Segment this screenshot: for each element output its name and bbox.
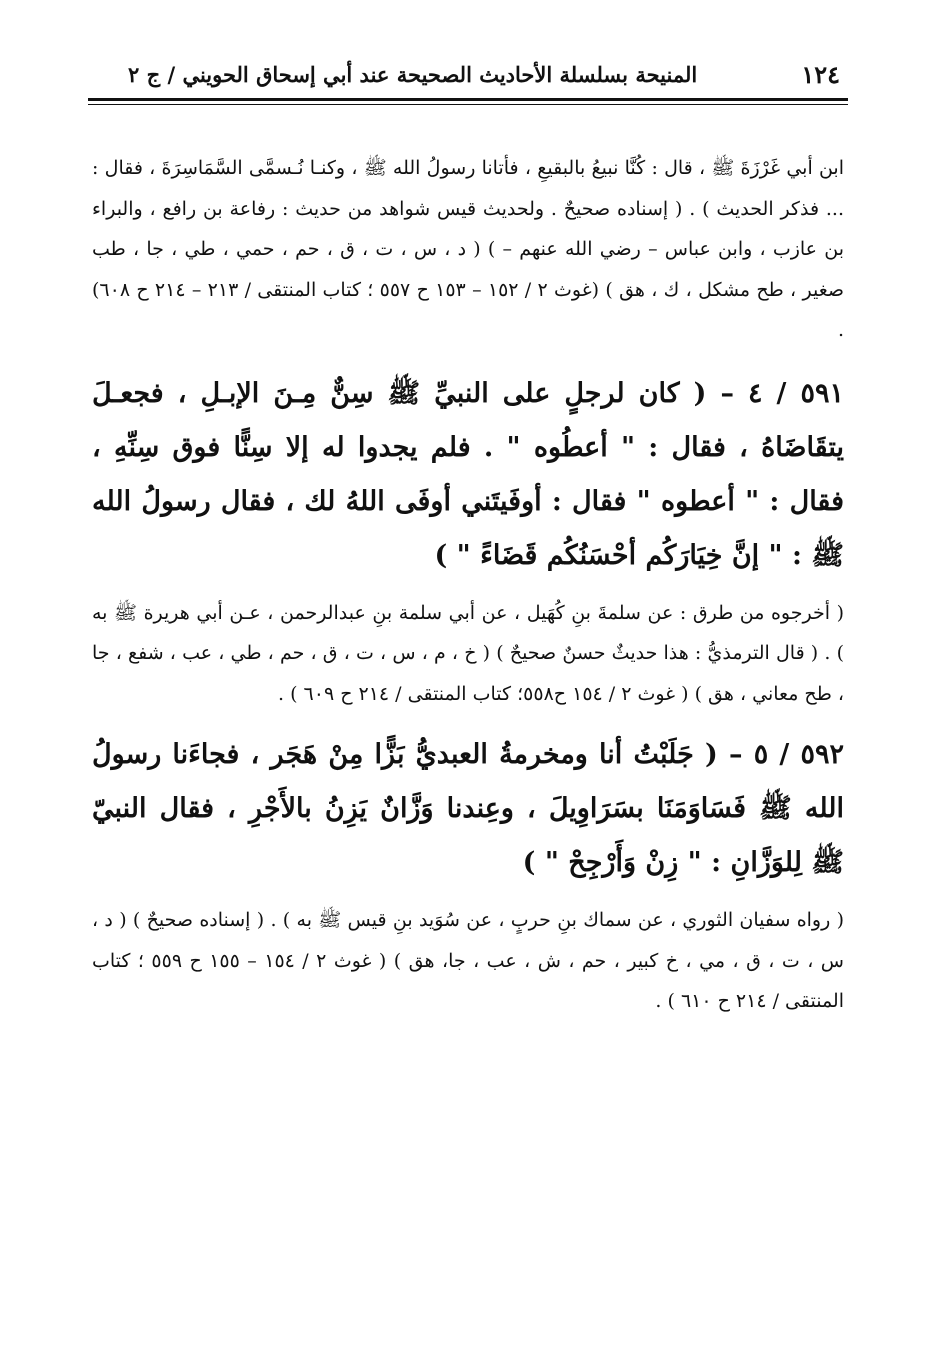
hadith-text: ( كان لرجلٍ على النبيِّ ﷺ سِنٌّ مِـنَ الإبـلِ ، فجعـلَ يتقَاضَاهُ ، فقال : " أعطُوه " . فلم يجدوا له إلا سِنًّا فوق سِنِّهِ ، فقال : " أعطوه " فقال : أوفَيتَني أوفَى اللهُ لك ، فقال رسولُ الله ﷺ : " إنَّ خِيَارَكُم أحْسَنُكُم قَضَاءً " ) — [92, 377, 844, 571]
spacer — [92, 583, 844, 593]
hadith-592 — [92, 728, 844, 890]
spacer — [92, 714, 844, 728]
running-header — [88, 56, 848, 96]
footnote-paragraph-1: ابن أبي غَرْزَةَ ﷺ ، قال : كُنَّا نبيعُ بالبقيعِ ، فأتانا رسولُ الله ﷺ ، وكنـا نُـسمَّى السَّمَاسِرَةَ ، فقال : ... فذكر الحديث ) . ( إسناده صحيحٌ . ولحديث قيس شواهد من حديث : رفاعة بن رافع ، والبراء بن عازب ، وابن عباس – رضي الله عنهم – ) ( د ، س ، ت ، ق ، حم ، حمي ، طي ، جا ، طب صغير ، طح مشكل ، ك ، هق ) (غوث ٢ / ١٥٢ – ١٥٣ ح ٥٥٧ ؛ كتاب المنتقى / ٢١٣ – ٢١٤ ح ٦٠٨) . — [92, 157, 845, 341]
header-rule-thick — [88, 98, 848, 101]
header-rule-thin — [88, 104, 848, 105]
page-body — [92, 148, 844, 1022]
hadith-591 — [92, 367, 844, 583]
hadith-number: ٥٩٢ / ٥ – — [728, 739, 845, 770]
page-number: ١٢٤ — [801, 60, 840, 89]
header-title: المنيحة بسلسلة الأحاديث الصحيحة عند أبي إسحاق الحويني / ج ٢ — [128, 62, 698, 87]
hadith-number: ٥٩١ / ٤ – — [720, 377, 844, 409]
footnote-paragraph-3: ( رواه سفيان الثوري ، عن سماك بنِ حربٍ ، عن سُوَيد بنِ قيس ﷺ به ) . ( إسناده صحيحٌ ) ( د ، س ، ت ، ق ، مي ، خ كبير ، حم ، ش ، عب ، جا، هق ) ( غوث ٢ / ١٥٤ – ١٥٥ ح ٥٥٩ ؛ كتاب المنتقى / ٢١٤ ح ٦١٠ ) . — [92, 909, 845, 1012]
footnote-paragraph-2: ( أخرجوه من طرق : عن سلمةَ بنِ كُهَيل ، عن أبي سلمة بنِ عبدالرحمن ، عـن أبي هريرة ﷺ به ) . ( قال الترمذيُّ : هذا حديثٌ حسنٌ صحيحٌ ) ( خ ، م ، س ، ت ، ق ، حم ، طي ، عب ، شفع ، جا ، طح معاني ، هق ) ( غوث ٢ / ١٥٤ ح٥٥٨؛ كتاب المنتقى / ٢١٤ ح ٦٠٩ ) . — [92, 601, 844, 705]
hadith-text: ( جَلَبْتُ أنا ومخرمةُ العبديُّ بَزًّا مِنْ هَجَر ، فجاءَنا رسولُ الله ﷺ فَسَاوَمَنَا بسَرَاوِيلَ ، وعِندنا وَزَّانٌ يَزِنُ بالأَجْرِ ، فقال النبيّ ﷺ لِلوَزَّانِ : " زِنْ وَأَرْجِحْ " ) — [92, 739, 844, 878]
spacer — [92, 351, 844, 367]
spacer — [92, 890, 844, 900]
